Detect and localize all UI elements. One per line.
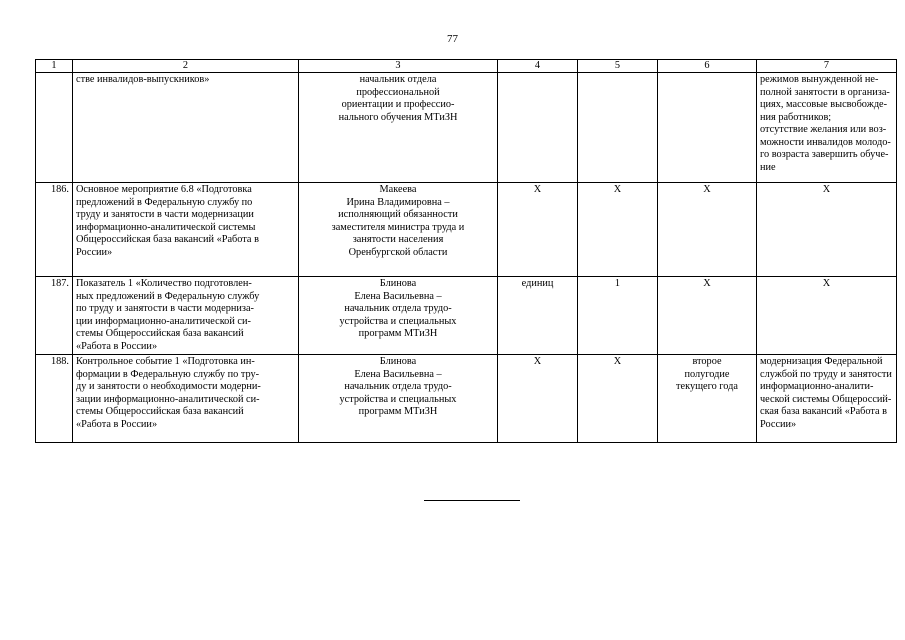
cell-line: исполняющий обязанности [338, 209, 458, 220]
cell-line: по труду и занятости в части модерниза- [76, 303, 254, 314]
cell-line: полугодие [684, 368, 730, 380]
cell-line: полной занятости в организа- [760, 86, 890, 98]
cell-line: текущего года [676, 381, 738, 392]
cell-line: ду и занятости о необходимости модерни- [76, 381, 261, 392]
column-header: 2 [73, 60, 299, 73]
cell-line: второе [692, 356, 722, 367]
column-header: 7 [757, 60, 897, 73]
cell-line: начальник отдела [359, 74, 437, 85]
cell-line: циях, массовые высвобожде- [760, 99, 888, 110]
cell-line: Основное мероприятие 6.8 «Подготовка [76, 184, 252, 195]
cell-line: труду и занятости в части модернизации [76, 209, 254, 220]
cell-line: нального обучения МТиЗН [338, 111, 458, 123]
cell-line: формации в Федеральную службу по тру- [76, 368, 260, 380]
cell-line: Блинова [379, 356, 417, 367]
value-cell: Х [578, 355, 658, 443]
cell-line: ческой системы Общероссий- [760, 393, 892, 405]
result-cell [757, 183, 897, 277]
row-number: 188. [36, 355, 73, 443]
cell-line: ных предложений в Федеральную службу [76, 290, 260, 302]
value-cell: 1 [578, 277, 658, 355]
row-number [36, 73, 73, 183]
measure-name [73, 277, 299, 355]
responsible-person [299, 355, 498, 443]
cell-line: Оренбургской области [348, 246, 448, 258]
column-header: 3 [299, 60, 498, 73]
cell-line: предложений в Федеральную службу по [76, 196, 253, 208]
deadline-cell [658, 277, 757, 355]
cell-line: Макеева [379, 184, 417, 195]
cell-line: зации информационно-аналитической си- [76, 393, 260, 405]
measures-table [35, 59, 897, 443]
measure-name [73, 355, 299, 443]
cell-line: Х [703, 278, 711, 289]
cell-line: Ирина Владимировна – [346, 196, 450, 208]
row-number: 187. [36, 277, 73, 355]
cell-line: устройства и специальных [339, 393, 457, 405]
deadline-cell [658, 355, 757, 443]
table-body [36, 73, 897, 443]
cell-line: информационно-аналитической системы [76, 221, 256, 233]
cell-line: стве инвалидов-выпускников» [76, 74, 210, 85]
cell-line: «Работа в России» [76, 418, 158, 430]
cell-line: программ МТиЗН [358, 328, 438, 339]
result-cell [757, 277, 897, 355]
value-cell: Х [578, 183, 658, 277]
cell-line: ние [760, 161, 776, 173]
cell-line: профессиональной [356, 86, 440, 98]
deadline-cell [658, 183, 757, 277]
table-row [36, 183, 897, 277]
table-row [36, 73, 897, 183]
cell-line: заместителя министра труда и [331, 221, 465, 233]
column-header: 1 [36, 60, 73, 73]
cell-line: Блинова [379, 278, 417, 289]
cell-line: Х [822, 184, 831, 195]
unit-cell: Х [498, 355, 578, 443]
footer-rule [424, 500, 520, 501]
cell-line: можности инвалидов молодо- [760, 136, 891, 148]
table-row [36, 355, 897, 443]
cell-line: ориентации и профессио- [341, 99, 455, 110]
cell-line: Х [822, 278, 831, 289]
cell-line: Общероссийская база вакансий «Работа в [76, 234, 259, 245]
cell-line: ская база вакансий «Работа в [760, 406, 888, 417]
cell-line: стемы Общероссийская база вакансий [76, 328, 244, 339]
value-cell [578, 73, 658, 183]
unit-cell: единиц [498, 277, 578, 355]
responsible-person [299, 183, 498, 277]
cell-line: го возраста завершить обуче- [760, 149, 889, 160]
cell-line: отсутствие желания или воз- [760, 124, 887, 135]
cell-line: Елена Васильевна – [354, 290, 442, 302]
cell-line: службой по труду и занятости [760, 368, 892, 380]
unit-cell: Х [498, 183, 578, 277]
unit-cell [498, 73, 578, 183]
measure-name [73, 73, 299, 183]
cell-line: Елена Васильевна – [354, 368, 442, 380]
cell-line: информационно-аналити- [760, 381, 874, 392]
cell-line: Контрольное событие 1 «Подготовка ин- [76, 356, 255, 367]
cell-line: режимов вынужденной не- [760, 74, 879, 85]
cell-line: ции информационно-аналитической си- [76, 315, 251, 327]
cell-line: начальник отдела трудо- [344, 381, 452, 392]
cell-line: программ МТиЗН [358, 406, 438, 417]
result-cell [757, 355, 897, 443]
responsible-person [299, 73, 498, 183]
measure-name [73, 183, 299, 277]
cell-line: Показатель 1 «Количество подготовлен- [76, 278, 252, 289]
cell-line: занятости населения [352, 234, 444, 245]
cell-line: стемы Общероссийская база вакансий [76, 406, 244, 417]
cell-line: модернизация Федеральной [760, 356, 883, 367]
column-header: 6 [658, 60, 757, 73]
cell-line: России» [76, 246, 113, 258]
column-header: 4 [498, 60, 578, 73]
cell-line: Х [703, 184, 711, 195]
column-number-row [36, 60, 897, 73]
cell-line: ния работников; [760, 111, 832, 123]
table-row [36, 277, 897, 355]
result-cell [757, 73, 897, 183]
column-header: 5 [578, 60, 658, 73]
responsible-person [299, 277, 498, 355]
cell-line: «Работа в России» [76, 340, 158, 352]
page-number: 77 [447, 33, 458, 45]
cell-line: устройства и специальных [339, 315, 457, 327]
cell-line: России» [760, 418, 797, 430]
row-number: 186. [36, 183, 73, 277]
cell-line: начальник отдела трудо- [344, 303, 452, 314]
deadline-cell [658, 73, 757, 183]
